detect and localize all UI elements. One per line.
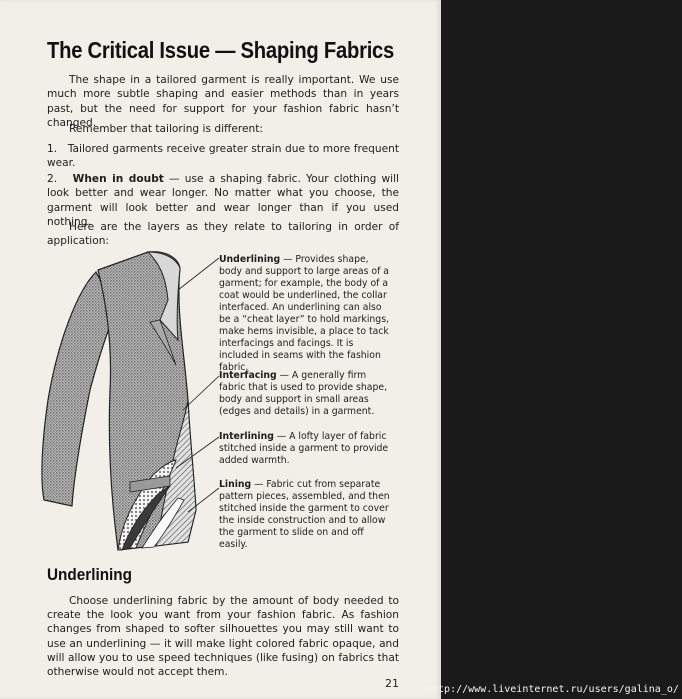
term-interlining: Interlining <box>219 431 274 442</box>
definition-lining-text: — Fabric cut from separate pattern pieces, assembled, and then stitched inside the garment to cover the inside construction and to allow the garment to slide on and off easily. <box>219 479 390 550</box>
numbered-point-1: 1. Tailored garments receive greater strain due to more frequent wear. <box>47 143 399 170</box>
definition-underlining-text: — Provides shape, body and support to large areas of a garment; for example, the body of a coat would be underlined, the collar interfaced. An underlining can also be a “cheat layer” to hold markings, make hems invisible, a place to tack interfacings and facings. It is included in seams with the fashion fabric. <box>219 254 389 373</box>
remember-paragraph: Remember that tailoring is different: <box>69 123 263 135</box>
point-2-number: 2. <box>47 173 58 185</box>
underlining-heading: Underlining <box>47 565 133 584</box>
definition-lining <box>219 479 395 551</box>
layers-intro-paragraph: Here are the layers as they relate to tailoring in order of application: <box>47 221 399 248</box>
term-underlining: Underlining <box>219 254 281 265</box>
definition-interfacing-text: — A generally firm fabric that is used to provide shape, body and support in small areas (edges and details) in a garment. <box>219 370 388 417</box>
definition-interlining-text: — A lofty layer of fabric stitched inside a garment to provide added warmth. <box>219 431 389 466</box>
dark-background-panel <box>441 0 682 699</box>
term-lining: Lining <box>219 479 252 490</box>
underlining-paragraph: Choose underlining fabric by the amount of body needed to create the look you want from your fashion fabric. As fashion changes from shaped to softer silhouettes you may still want to use an underlining — it will make light colored fabric opaque, and will allow you to use speed techniques (like fusing) on fabrics that otherwise would not accept them. <box>47 595 399 679</box>
point-2-text: — use a shaping fabric. Your clothing will look better and wear longer. No matter what you choose, the garment will look better and wear longer than if you used nothing. <box>47 173 399 228</box>
point-2-lead: When in doubt <box>72 173 164 185</box>
page-title: The Critical Issue — Shaping Fabrics <box>47 37 395 63</box>
definition-interlining <box>219 431 389 467</box>
term-interfacing: Interfacing <box>219 370 277 381</box>
definition-interfacing <box>219 370 394 418</box>
intro-paragraph: The shape in a tailored garment is really important. We use much more subtle shaping and easier methods than in years past, but the need for support for your fashion fabric hasn’t changed. <box>47 74 399 129</box>
watermark-url: http://www.liveinternet.ru/users/galina_o/ <box>426 684 679 695</box>
definition-underlining <box>219 254 391 374</box>
jacket-layers-illustration <box>38 250 223 555</box>
page-number: 21 <box>385 677 399 690</box>
